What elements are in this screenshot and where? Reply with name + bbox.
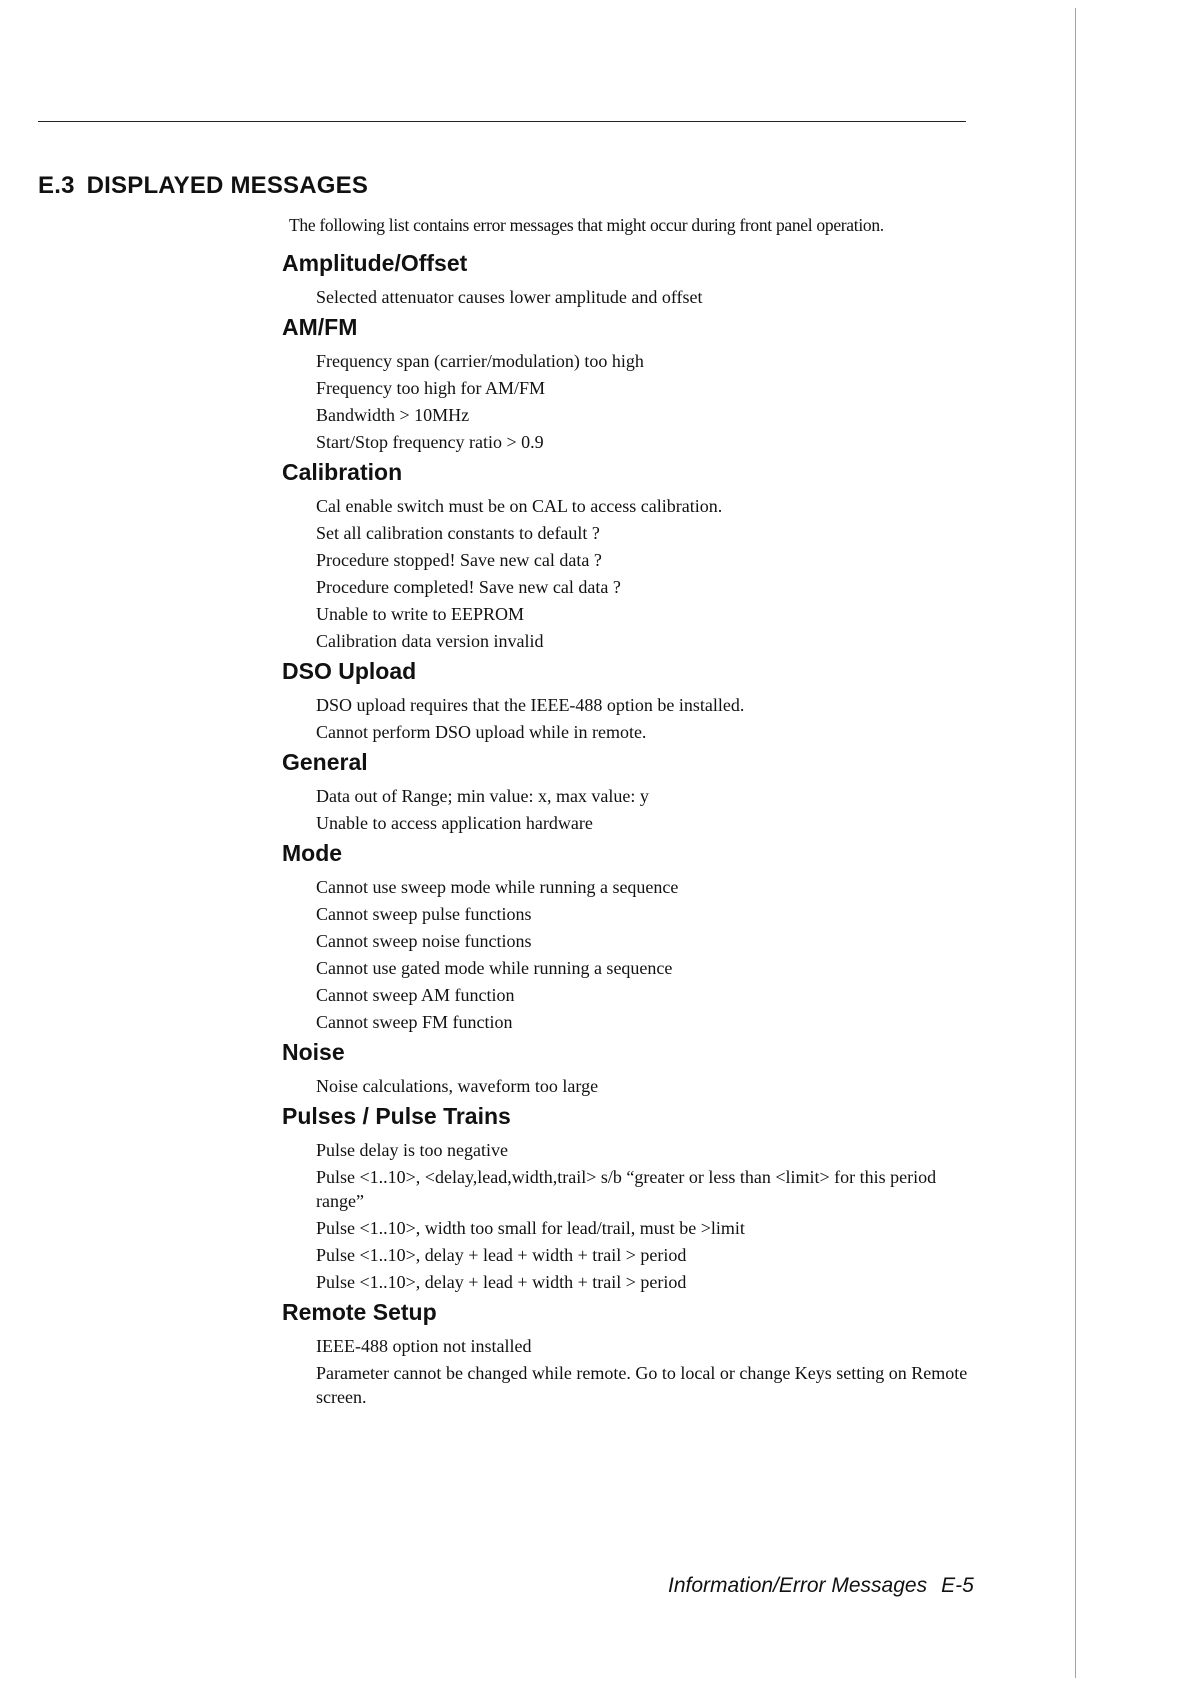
message-list	[282, 349, 982, 454]
message-group	[282, 1037, 982, 1098]
message-item: Cannot perform DSO upload while in remote.	[316, 722, 647, 742]
group-heading: Pulses / Pulse Trains	[282, 1103, 511, 1129]
group-heading: Remote Setup	[282, 1299, 437, 1325]
message-item: Cannot sweep AM function	[316, 985, 515, 1005]
message-item: Cannot sweep noise functions	[316, 931, 532, 951]
message-list	[282, 693, 982, 744]
message-group	[282, 312, 982, 454]
message-groups	[282, 248, 982, 1412]
message-item: DSO upload requires that the IEEE-488 option be installed.	[316, 695, 745, 715]
section-heading: DISPLAYED MESSAGES	[86, 172, 369, 199]
group-heading: Noise	[282, 1039, 345, 1065]
message-item: Bandwidth > 10MHz	[316, 405, 470, 425]
group-heading: General	[282, 749, 368, 775]
message-item: Procedure completed! Save new cal data ?	[316, 577, 621, 597]
message-item: Start/Stop frequency ratio > 0.9	[316, 432, 544, 452]
message-item: Noise calculations, waveform too large	[316, 1076, 599, 1096]
footer-title: Information/Error Messages	[668, 1574, 928, 1597]
group-heading: DSO Upload	[282, 658, 417, 684]
group-heading: Amplitude/Offset	[282, 250, 468, 276]
section-number: E.3	[38, 172, 75, 199]
group-heading: Calibration	[282, 459, 403, 485]
message-item: Frequency span (carrier/modulation) too high	[316, 351, 644, 371]
message-item: Parameter cannot be changed while remote. Go to local or change Keys setting on Remote screen.	[316, 1363, 968, 1407]
message-item: Frequency too high for AM/FM	[316, 378, 545, 398]
message-item: Cannot use sweep mode while running a sequence	[316, 877, 679, 897]
message-list	[282, 1334, 982, 1409]
page-edge-line	[1075, 8, 1076, 1678]
message-item: Cannot sweep pulse functions	[316, 904, 532, 924]
message-list	[282, 285, 982, 309]
group-heading: AM/FM	[282, 314, 358, 340]
message-item: IEEE-488 option not installed	[316, 1336, 532, 1356]
message-item: Set all calibration constants to default ?	[316, 523, 600, 543]
message-list	[282, 1074, 982, 1098]
message-list	[282, 875, 982, 1034]
message-group	[282, 747, 982, 835]
page-number: E-5	[941, 1574, 974, 1597]
message-group	[282, 457, 982, 653]
message-item: Cannot use gated mode while running a sequence	[316, 958, 673, 978]
message-list	[282, 494, 982, 653]
top-rule	[38, 121, 966, 122]
message-group	[282, 248, 982, 309]
page-footer	[668, 1574, 974, 1598]
message-item: Unable to access application hardware	[316, 813, 593, 833]
group-heading: Mode	[282, 840, 343, 866]
message-group	[282, 1297, 982, 1409]
message-item: Pulse <1..10>, delay + lead + width + trail > period	[316, 1272, 687, 1292]
message-item: Selected attenuator causes lower amplitude and offset	[316, 287, 703, 307]
message-item: Data out of Range; min value: x, max value: y	[316, 786, 649, 806]
message-item: Pulse <1..10>, width too small for lead/trail, must be >limit	[316, 1218, 745, 1238]
section-title	[38, 172, 368, 200]
message-list	[282, 784, 982, 835]
section-intro: The following list contains error messages that might occur during front panel operation.	[289, 215, 884, 235]
message-group	[282, 1101, 982, 1294]
message-item: Cannot sweep FM function	[316, 1012, 513, 1032]
message-item: Calibration data version invalid	[316, 631, 544, 651]
message-item: Pulse <1..10>, delay + lead + width + trail > period	[316, 1245, 687, 1265]
message-item: Pulse delay is too negative	[316, 1140, 508, 1160]
message-group	[282, 656, 982, 744]
message-item: Cal enable switch must be on CAL to access calibration.	[316, 496, 723, 516]
message-item: Procedure stopped! Save new cal data ?	[316, 550, 602, 570]
message-group	[282, 838, 982, 1034]
message-item: Pulse <1..10>, <delay,lead,width,trail> s/b “greater or less than <limit> for this period range”	[316, 1167, 937, 1211]
message-list	[282, 1138, 982, 1294]
message-item: Unable to write to EEPROM	[316, 604, 524, 624]
